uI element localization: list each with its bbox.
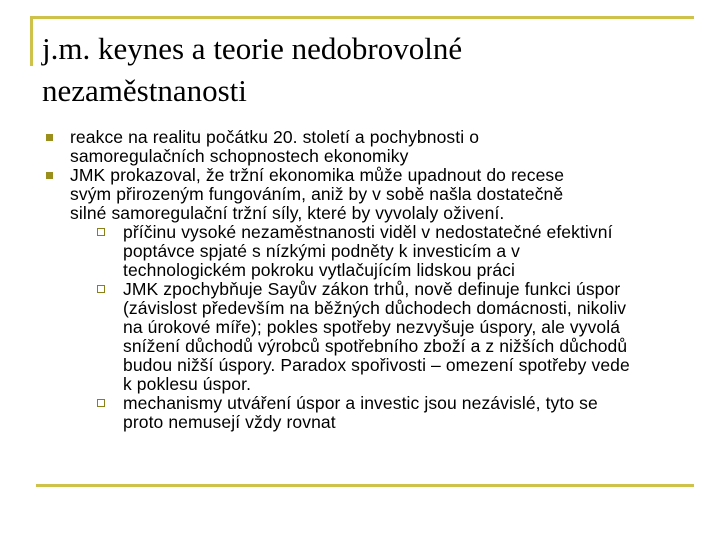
frame-left-rule [30,16,33,66]
hollow-square-bullet-icon [97,228,105,236]
square-bullet-icon [46,172,53,179]
sub-bullet-line: proto nemusejí vždy rovnat [123,412,336,432]
sub-bullet-line: poptávce spjaté s nízkými podněty k investicím a v [123,241,520,261]
sub-bullet-line: na úrokové míře); pokles spotřeby nezvyšuje úspory, ale vyvolá [123,317,621,337]
sub-bullet-item [97,223,696,280]
bullet-line: svým přirozeným fungováním, aniž by v sobě našla dostatečně [70,184,564,204]
slide-title [42,28,682,112]
sub-bullet-line: budou nižší úspory. Paradox spořivosti – omezení spotřeby vede [123,355,630,375]
sub-bullet-line: příčinu vysoké nezaměstnanosti viděl v nedostatečné efektivní [123,222,613,242]
frame-top-rule [30,16,694,19]
bullet-line: reakce na realitu počátku 20. století a pochybnosti o [70,127,480,147]
frame-bottom-rule [36,484,694,487]
square-bullet-icon [46,134,53,141]
sub-bullet-line: mechanismy utváření úspor a investic jsou nezávislé, tyto se [123,393,598,413]
sub-bullet-line: snížení důchodů výrobců spotřebního zboží a z nižších důchodů [123,336,628,356]
sub-bullet-item [97,394,696,432]
bullet-line: silné samoregulační tržní síly, které by vyvolaly oživení. [70,203,505,223]
bullet-line: samoregulačních schopnostech ekonomiky [70,146,409,166]
hollow-square-bullet-icon [97,399,105,407]
hollow-square-bullet-icon [97,285,105,293]
sub-bullet-line: (závislost především na běžných důchodech domácnosti, nikoliv [123,298,627,318]
title-line-2: nezaměstnanosti [42,73,247,108]
sub-bullet-item [97,280,696,394]
bullet-line: JMK prokazoval, že tržní ekonomika může upadnout do recese [70,165,565,185]
sub-bullet-line: JMK zpochybňuje Sayův zákon trhů, nově definuje funkci úspor [123,279,621,299]
sub-bullet-line: k poklesu úspor. [123,374,252,394]
slide-content [46,128,696,432]
bullet-item [46,166,696,432]
sub-bullet-line: technologickém pokroku vytlačujícím lidskou práci [123,260,516,280]
bullet-item [46,128,696,166]
title-line-1: j.m. keynes a teorie nedobrovolné [42,31,463,66]
